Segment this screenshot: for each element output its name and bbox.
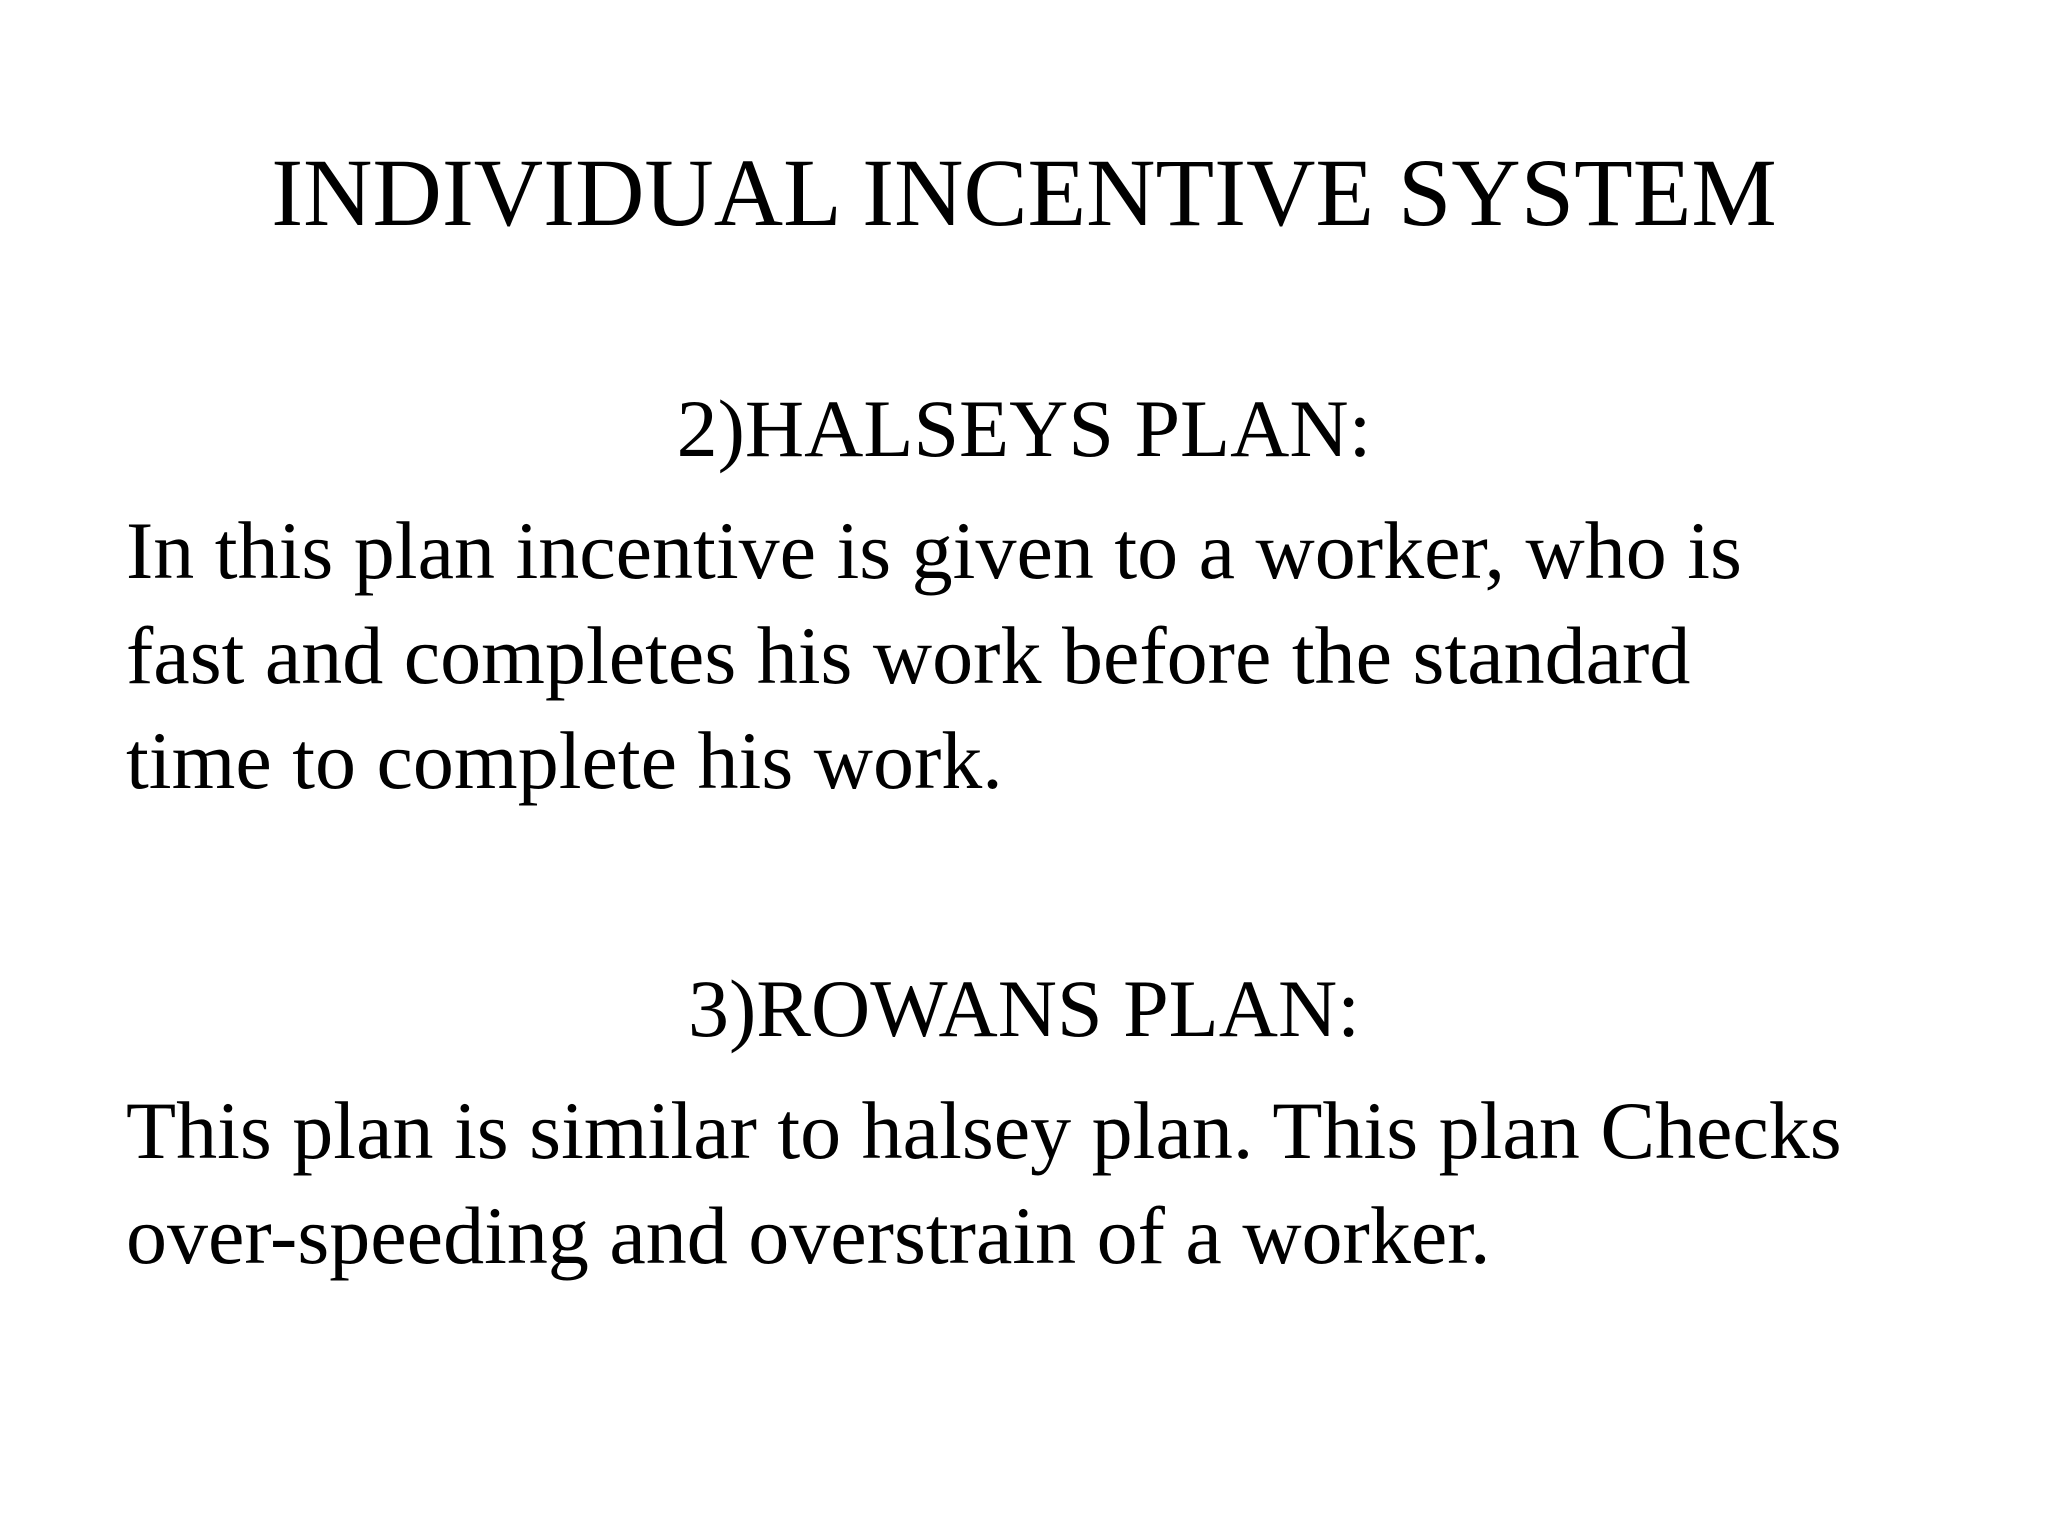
section-body-rowans-plan [126,1078,2006,1288]
section-body-halseys-plan [126,498,2006,813]
body-line: over-speeding and overstrain of a worker. [126,1190,1491,1281]
body-line: time to complete his work. [126,715,1003,806]
section-heading-halseys-plan: 2)HALSEYS PLAN: [676,383,1372,474]
body-line: fast and completes his work before the standard [126,610,1691,701]
body-line: In this plan incentive is given to a worker, who is [126,505,1742,596]
body-line: This plan is similar to halsey plan. This plan Checks [126,1085,1842,1176]
section-heading-rowans-plan: 3)ROWANS PLAN: [688,963,1360,1054]
slide-title: INDIVIDUAL INCENTIVE SYSTEM [271,139,1777,246]
